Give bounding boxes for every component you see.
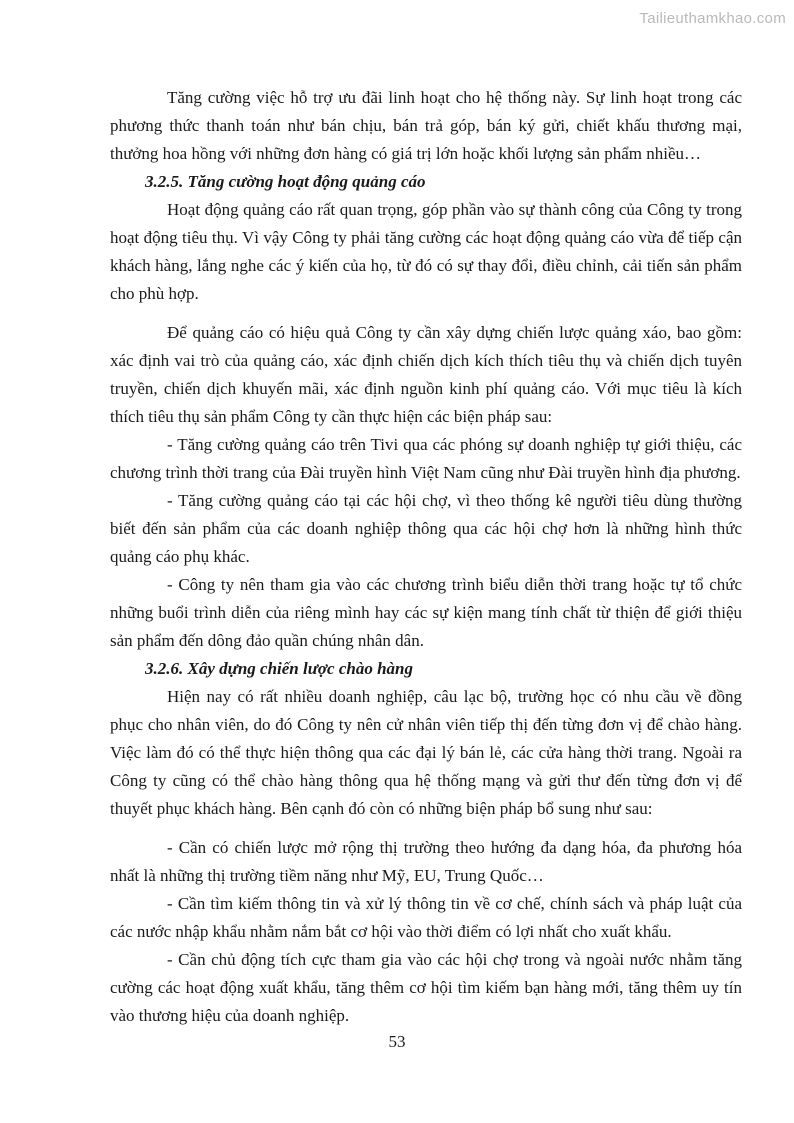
paragraph-sales-offering: Hiện nay có rất nhiều doanh nghiệp, câu lạc bộ, trường học có nhu cầu về đồng phục cho nhân viên, do đó Công ty nên cử nhân viên tiếp thị đến từng đơn vị để chào hàng. Việc làm đó có thể thực hiện thông qua các đại lý bán lẻ, các cửa hàng thời trang. Ngoài ra Công ty cũng có thể chào hàng thông qua hệ thống mạng và gửi thư đến từng đơn vị để thuyết phục khách hàng. Bên cạnh đó còn có những biện pháp bổ sung như sau:: [110, 687, 742, 818]
document-body: [110, 84, 742, 1030]
paragraph-advertising-importance: Hoạt động quảng cáo rất quan trọng, góp phần vào sự thành công của Công ty trong hoạt động tiêu thụ. Vì vậy Công ty phải tăng cường các hoạt động quảng cáo vừa để tiếp cận khách hàng, lắng nghe các ý kiến của họ, từ đó có sự thay đổi, điều chỉnh, cải tiến sản phẩm cho phù hợp.: [110, 200, 742, 303]
bullet-market-expansion: - Cần có chiến lược mở rộng thị trường theo hướng đa dạng hóa, đa phương hóa nhất là những thị trường tiềm năng như Mỹ, EU, Trung Quốc…: [110, 838, 742, 885]
bullet-information-search: - Cần tìm kiếm thông tin và xử lý thông tin về cơ chế, chính sách và pháp luật của các nước nhập khẩu nhằm nắm bắt cơ hội vào thời điểm có lợi nhất cho xuất khẩu.: [110, 894, 742, 941]
section-heading-3-2-5: 3.2.5. Tăng cường hoạt động quảng cáo: [145, 172, 426, 191]
paragraph-advertising-strategy: Để quảng cáo có hiệu quả Công ty cần xây dựng chiến lược quảng xáo, bao gồm: xác định vai trò của quảng cáo, xác định chiến dịch kích thích tiêu thụ và chiến dịch tuyên truyền, chiến dịch khuyến mãi, xác định nguồn kinh phí quảng cáo. Với mục tiêu là kích thích tiêu thụ sản phẩm Công ty cần thực hiện các biện pháp sau:: [110, 323, 742, 426]
paragraph-intro: Tăng cường việc hỗ trợ ưu đãi linh hoạt cho hệ thống này. Sự linh hoạt trong các phương thức thanh toán như bán chịu, bán trả góp, bán ký gửi, chiết khấu thương mại, thưởng hoa hồng với những đơn hàng có giá trị lớn hoặc khối lượng sản phẩm nhiều…: [110, 88, 742, 163]
page-number: 53: [388, 1032, 406, 1051]
bullet-trade-fair-participation: - Cần chủ động tích cực tham gia vào các hội chợ trong và ngoài nước nhằm tăng cường các hoạt động xuất khẩu, tăng thêm cơ hội tìm kiếm bạn hàng mới, tăng thêm uy tín vào thương hiệu của doanh nghiệp.: [110, 950, 742, 1025]
bullet-trade-fair-advertising: - Tăng cường quảng cáo tại các hội chợ, vì theo thống kê người tiêu dùng thường biết đến sản phẩm của các doanh nghiệp thông qua các hội chợ hơn là những hình thức quảng cáo phụ khác.: [110, 491, 742, 566]
section-heading-3-2-6: 3.2.6. Xây dựng chiến lược chào hàng: [145, 659, 413, 678]
watermark-text: Tailieuthamkhao.com: [639, 10, 786, 27]
bullet-tv-advertising: - Tăng cường quảng cáo trên Tivi qua các phóng sự doanh nghiệp tự giới thiệu, các chương trình thời trang của Đài truyền hình Việt Nam cũng như Đài truyền hình địa phương.: [110, 435, 742, 482]
bullet-fashion-shows: - Công ty nên tham gia vào các chương trình biểu diễn thời trang hoặc tự tổ chức những buổi trình diễn của riêng mình hay các sự kiện mang tính chất từ thiện để giới thiệu sản phẩm đến dông đảo quần chúng nhân dân.: [110, 575, 742, 650]
